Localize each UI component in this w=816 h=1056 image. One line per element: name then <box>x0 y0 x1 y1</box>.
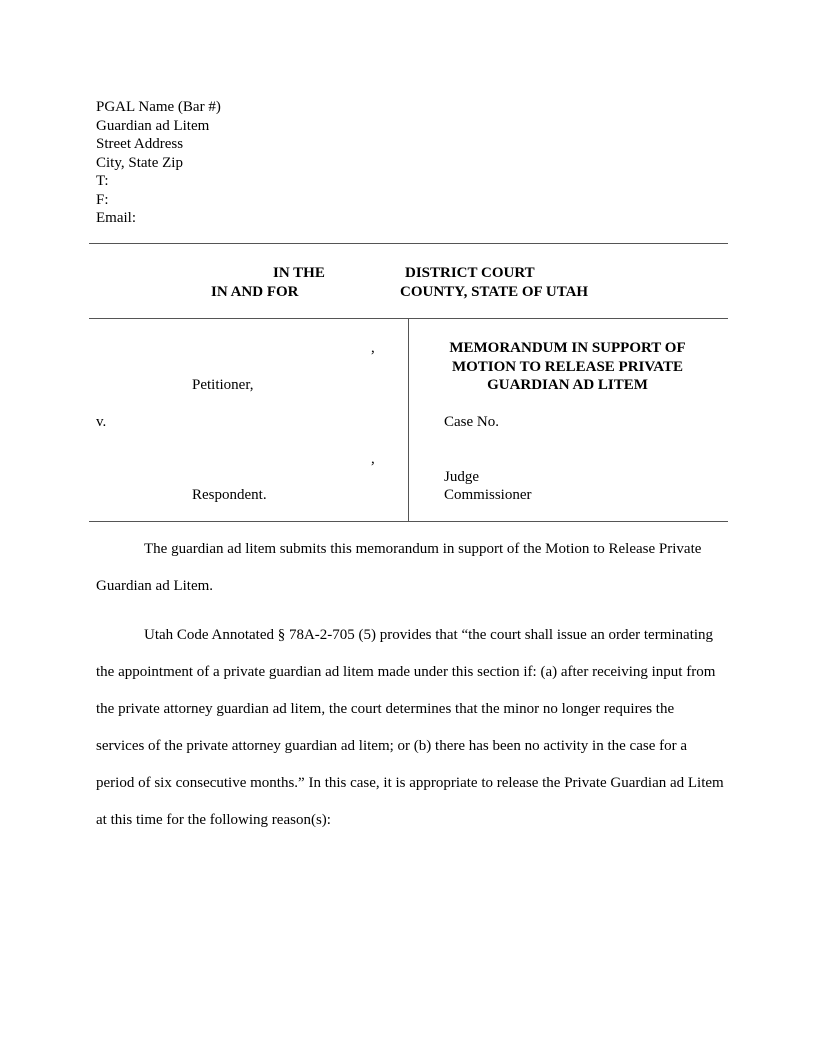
court-heading-in-the: IN THE <box>273 265 325 281</box>
court-heading-district-court: DISTRICT COURT <box>405 265 535 281</box>
document-title-line1: MEMORANDUM IN SUPPORT OF <box>449 340 686 356</box>
case-number-label: Case No. <box>444 414 499 430</box>
respondent-name-comma: , <box>371 451 375 467</box>
attorney-name-line: PGAL Name (Bar #) <box>96 99 221 115</box>
court-heading-in-and-for: IN AND FOR <box>211 284 299 300</box>
body-paragraph-1-text: The guardian ad litem submits this memorandum in support of the Motion to Release Private Guardian ad Litem. <box>96 541 702 594</box>
top-divider <box>89 243 728 244</box>
attorney-email-line: Email: <box>96 210 136 226</box>
caption-bottom-divider <box>89 521 728 522</box>
body-paragraph-2-text: Utah Code Annotated § 78A-2-705 (5) provides that “the court shall issue an order terminating the appointment of a private guardian ad litem made under this section if: (a) after receiving input from the private attorney guardian ad litem, the court determines that the minor no longer requires the services of the private attorney guardian ad litem; or (b) there has been no activity in the case for a period of six consecutive months.” In this case, it is appropriate to release the Private Guardian ad Litem at this time for the following reason(s): <box>96 627 724 828</box>
attorney-fax-line: F: <box>96 191 109 208</box>
petitioner-name-comma: , <box>371 340 375 356</box>
caption-vertical-divider <box>408 318 409 521</box>
body-paragraph-2 <box>96 617 724 839</box>
attorney-phone-line: T: <box>96 173 109 189</box>
respondent-label: Respondent. <box>192 487 267 503</box>
document-title-line3: GUARDIAN AD LITEM <box>487 377 648 393</box>
document-title-line2: MOTION TO RELEASE PRIVATE <box>451 358 684 375</box>
court-heading-county-state: COUNTY, STATE OF UTAH <box>400 284 589 300</box>
attorney-street-line: Street Address <box>96 136 184 152</box>
attorney-title-line: Guardian ad Litem <box>96 117 210 134</box>
commissioner-label: Commissioner <box>444 487 532 503</box>
versus-label: v. <box>96 414 107 430</box>
judge-label: Judge <box>444 469 479 485</box>
document-title <box>425 339 710 395</box>
attorney-info-block <box>96 98 221 228</box>
attorney-city-line: City, State Zip <box>96 154 183 171</box>
body-paragraph-1 <box>96 531 724 605</box>
petitioner-label: Petitioner, <box>192 377 254 393</box>
